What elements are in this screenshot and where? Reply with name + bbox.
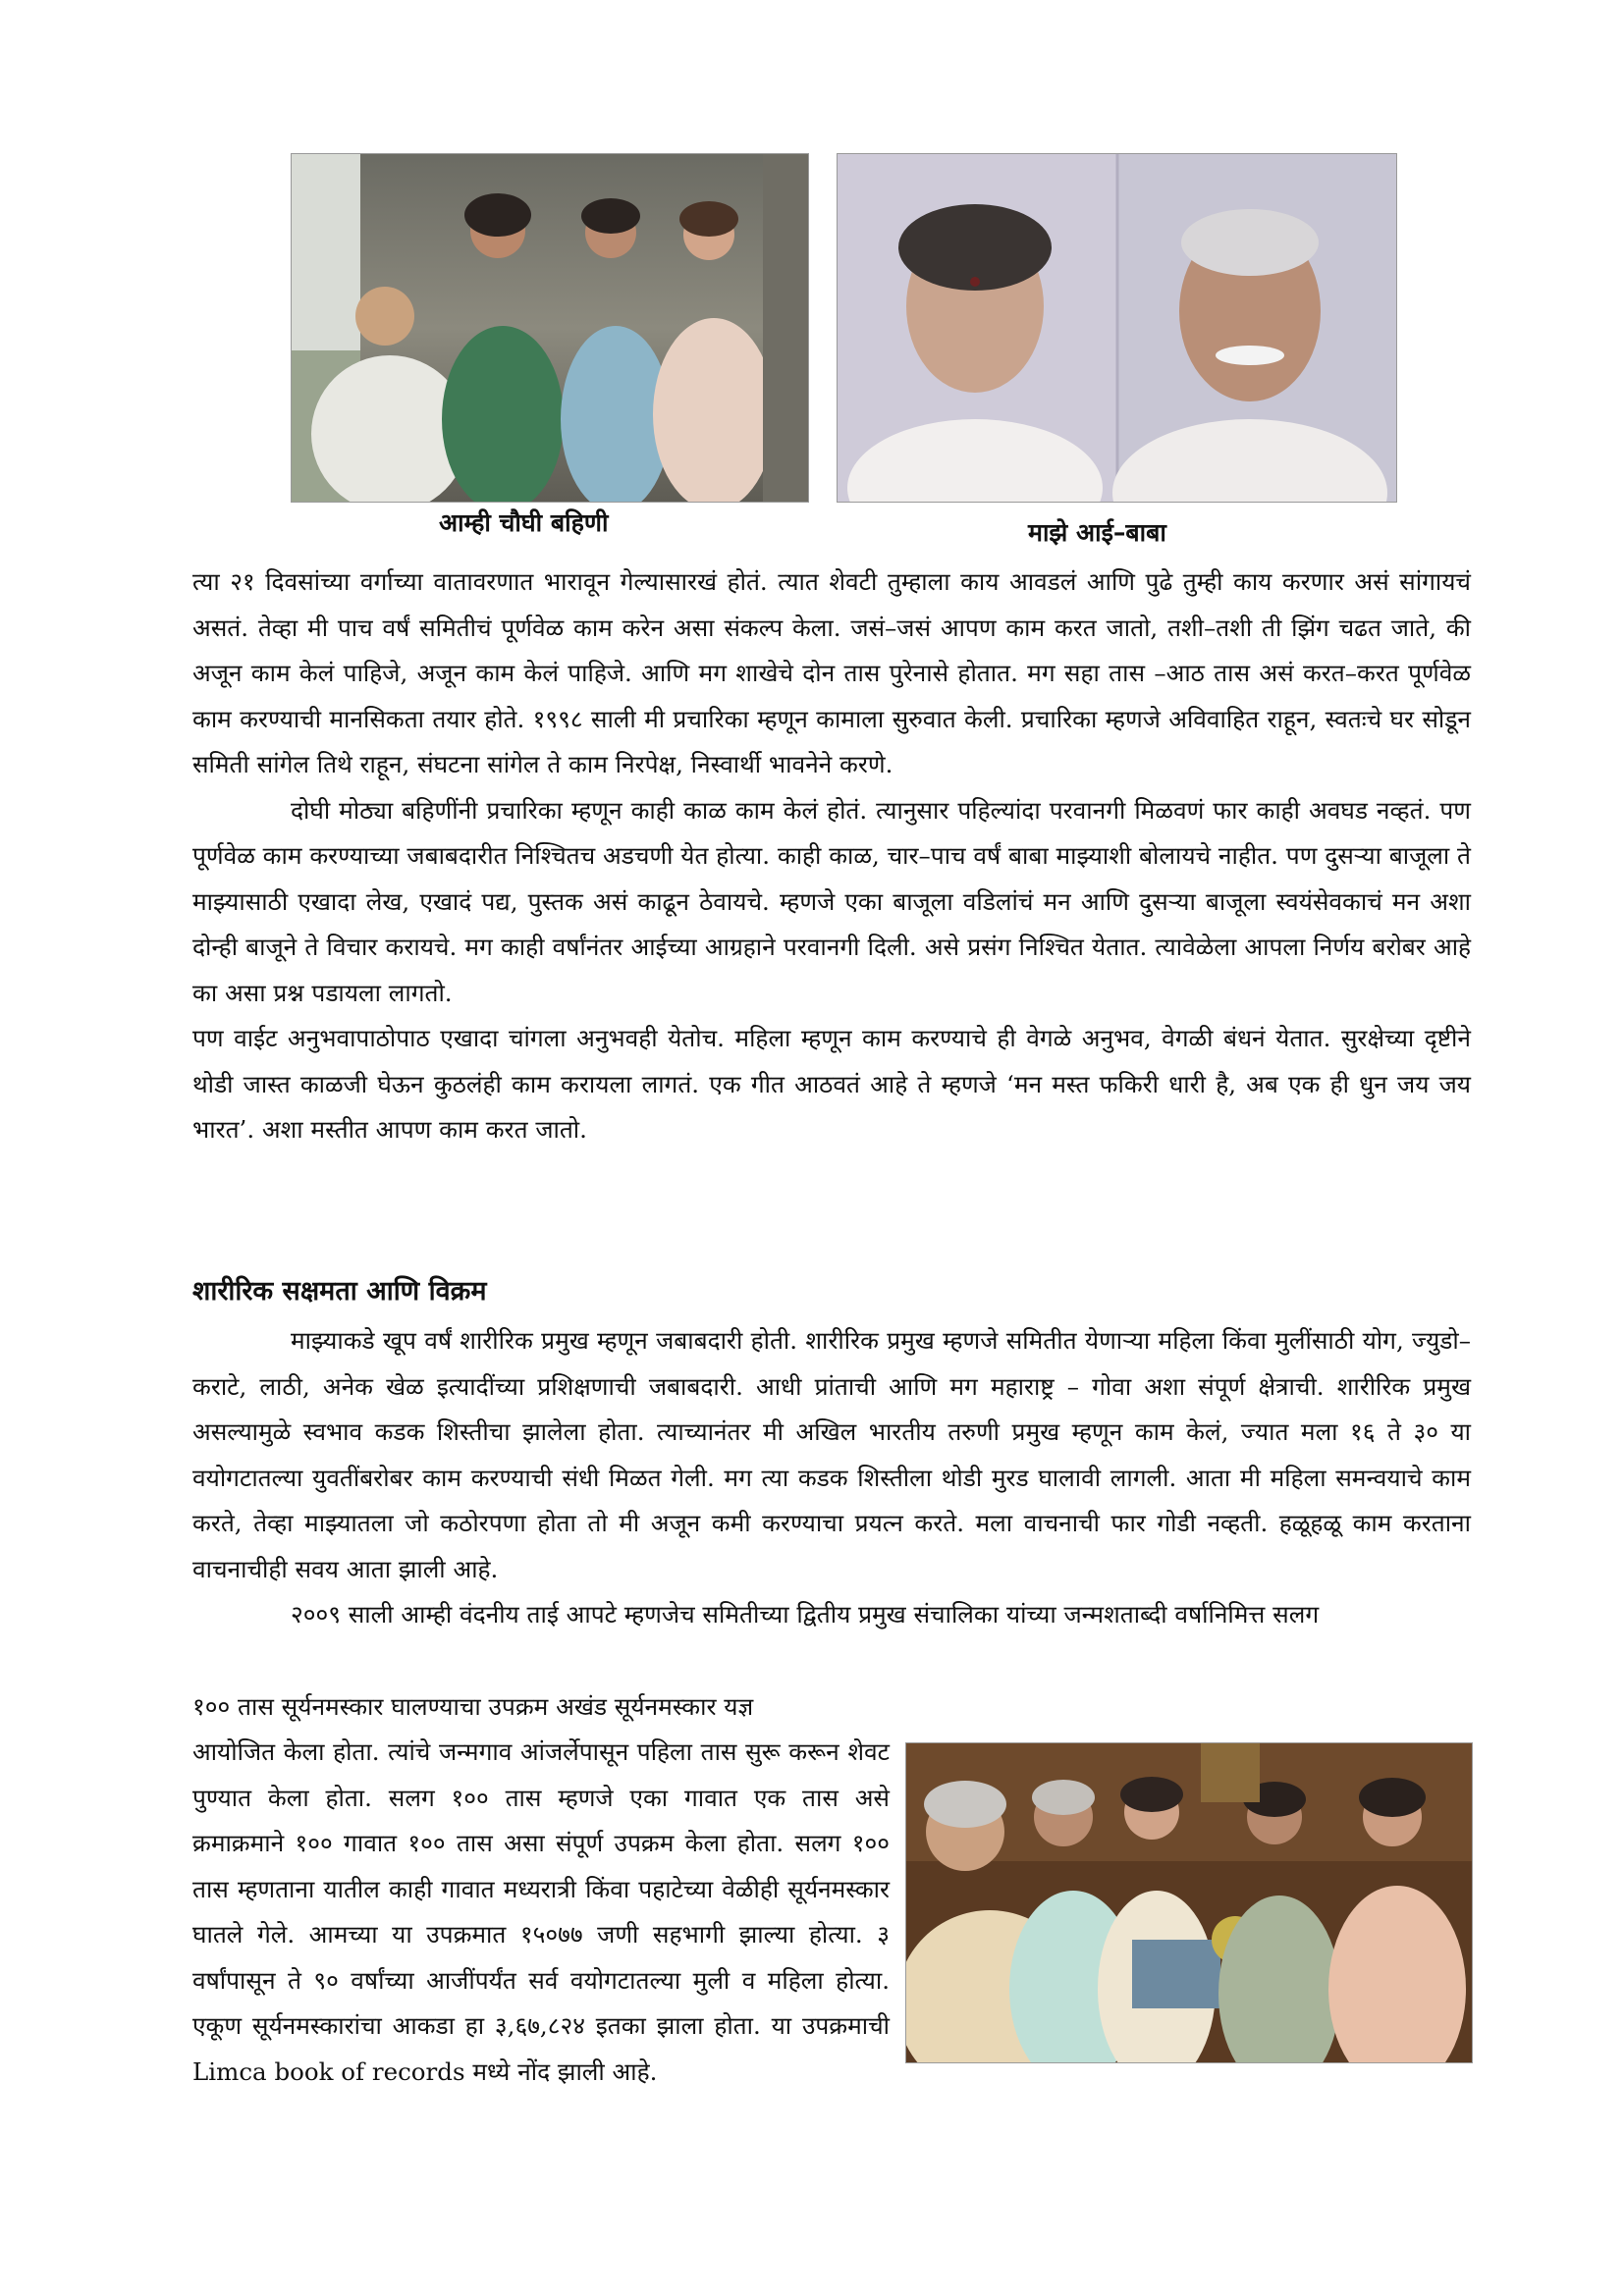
parents-caption: माझे आई–बाबा: [1028, 518, 1166, 547]
award-photo-image: [906, 1743, 1472, 2062]
body-text: [192, 560, 1471, 1153]
sisters-photo-image: [292, 154, 808, 502]
paragraph-5-line-1: २००९ साली आम्ही वंदनीय ताई आपटे म्हणजेच समितीच्या द्वितीय प्रमुख संचालिका यांच्या जन्मशताब्दी वर्षानिमित्त सलग: [291, 1600, 1320, 1629]
section-heading: शारीरिक सक्षमता आणि विक्रम: [192, 1276, 487, 1307]
parents-photo-image: [838, 154, 1396, 502]
paragraph-2: दोघी मोठ्या बहिणींनी प्रचारिका म्हणून काही काळ काम केलं होतं. त्यानुसार पहिल्यांदा परवानगी मिळवणं फार काही अवघड नव्हतं. पण पूर्णवेळ काम करण्याच्या जबाबदारीत निश्चितच अडचणी येत होत्या. काही काळ, चार–पाच वर्षं बाबा माझ्याशी बोलायचे नाहीत. पण दुसऱ्या बाजूला ते माझ्यासाठी एखादा लेख, एखादं पद्य, पुस्तक असं काढून ठेवायचे. म्हणजे एका बाजूला वडिलांचं मन आणि दुसऱ्या बाजूला स्वयंसेवकाचं मन अशा दोन्ही बाजूने ते विचार करायचे. मग काही वर्षांनंतर आईच्या आग्रहाने परवानगी दिली. असे प्रसंग निश्चित येतात. त्यावेळेला आपला निर्णय बरोबर आहे का असा प्रश्न पडायला लागतो.: [192, 795, 1471, 1007]
paragraph-1: त्या २१ दिवसांच्या वर्गाच्या वातावरणात भारावून गेल्यासारखं होतं. त्यात शेवटी तुम्हाला काय आवडलं आणि पुढे तुम्ही काय करणार असं सांगायचं असतं. तेव्हा मी पाच वर्षं समितीचं पूर्णवेळ काम करेन असा संकल्प केला. जसं–जसं आपण काम करत जातो, तशी–तशी ती झिंग चढत जाते, की अजून काम केलं पाहिजे, अजून काम केलं पाहिजे. आणि मग शाखेचे दोन तास पुरेनासे होतात. मग सहा तास –आठ तास असं करत–करत पूर्णवेळ काम करण्याची मानसिकता तयार होते. १९९८ साली मी प्रचारिका म्हणून कामाला सुरुवात केली. प्रचारिका म्हणजे अविवाहित राहून, स्वतःचे घर सोडून समिती सांगेल तिथे राहून, संघटना सांगेल ते काम निरपेक्ष, निस्वार्थी भावनेने करणे.: [192, 567, 1471, 778]
paragraph-5-rest: आयोजित केला होता. त्यांचे जन्मगाव आंजर्लेपासून पहिला तास सुरू करून शेवट पुण्यात केला होता. सलग १०० तास म्हणजे एका गावात एक तास असे क्रमाक्रमाने १०० गावात १०० तास असा संपूर्ण उपक्रम केला होता. सलग १०० तास म्हणताना यातील काही गावात मध्यरात्री किंवा पहाटेच्या वेळीही सूर्यनमस्कार घातले गेले. आमच्या या उपक्रमात १५०७७ जणी सहभागी झाल्या होत्या. ३ वर्षांपासून ते ९० वर्षांच्या आजींपर्यंत सर्व वयोगटातल्या मुली व महिला होत्या. एकूण सूर्यनमस्कारांचा आकडा हा ३,६७,८२४ इतका झाला होता. या उपक्रमाची Limca book of records मध्ये नोंद झाली आहे.: [192, 1737, 890, 2086]
paragraph-5-line-2: १०० तास सूर्यनमस्कार घालण्याचा उपक्रम अखंड सूर्यनमस्कार यज्ञ: [192, 1692, 754, 1721]
paragraph-3: पण वाईट अनुभवापाठोपाठ एखादा चांगला अनुभवही येतोच. महिला म्हणून काम करण्याचे ही वेगळे अनुभव, वेगळी बंधनं येतात. सुरक्षेच्या दृष्टीने थोडी जास्त काळजी घेऊन कुठलंही काम करायला लागतं. एक गीत आठवतं आहे ते म्हणजे ‘मन मस्त फकिरी धारी है, अब एक ही धुन जय जय भारत’. अशा मस्तीत आपण काम करत जातो.: [192, 1024, 1471, 1144]
section-text: [192, 1318, 1471, 1638]
award-photo: [905, 1742, 1473, 2063]
paragraph-4: माझ्याकडे खूप वर्षं शारीरिक प्रमुख म्हणून जबाबदारी होती. शारीरिक प्रमुख म्हणजे समितीत येणाऱ्या महिला किंवा मुलींसाठी योग, ज्युडो–कराटे, लाठी, अनेक खेळ इत्यादींच्या प्रशिक्षणाची जबाबदारी. आधी प्रांताची आणि मग महाराष्ट्र – गोवा अशा संपूर्ण क्षेत्राची. शारीरिक प्रमुख असल्यामुळे स्वभाव कडक शिस्तीचा झालेला होता. त्याच्यानंतर मी अखिल भारतीय तरुणी प्रमुख म्हणून काम केलं, ज्यात मला १६ ते ३० या वयोगटातल्या युवतींबरोबर काम करण्याची संधी मिळत गेली. मग त्या कडक शिस्तीला थोडी मुरड घालावी लागली. आता मी महिला समन्वयाचे काम करते, तेव्हा माझ्यातला जो कठोरपणा होता तो मी अजून कमी करण्याचा प्रयत्न करते. मला वाचनाची फार गोडी नव्हती. हळूहळू काम करताना वाचनाचीही सवय आता झाली आहे.: [192, 1326, 1471, 1583]
parents-photo: [837, 153, 1397, 503]
sisters-photo: [291, 153, 809, 503]
sisters-caption: आम्ही चौघी बहिणी: [439, 508, 609, 537]
